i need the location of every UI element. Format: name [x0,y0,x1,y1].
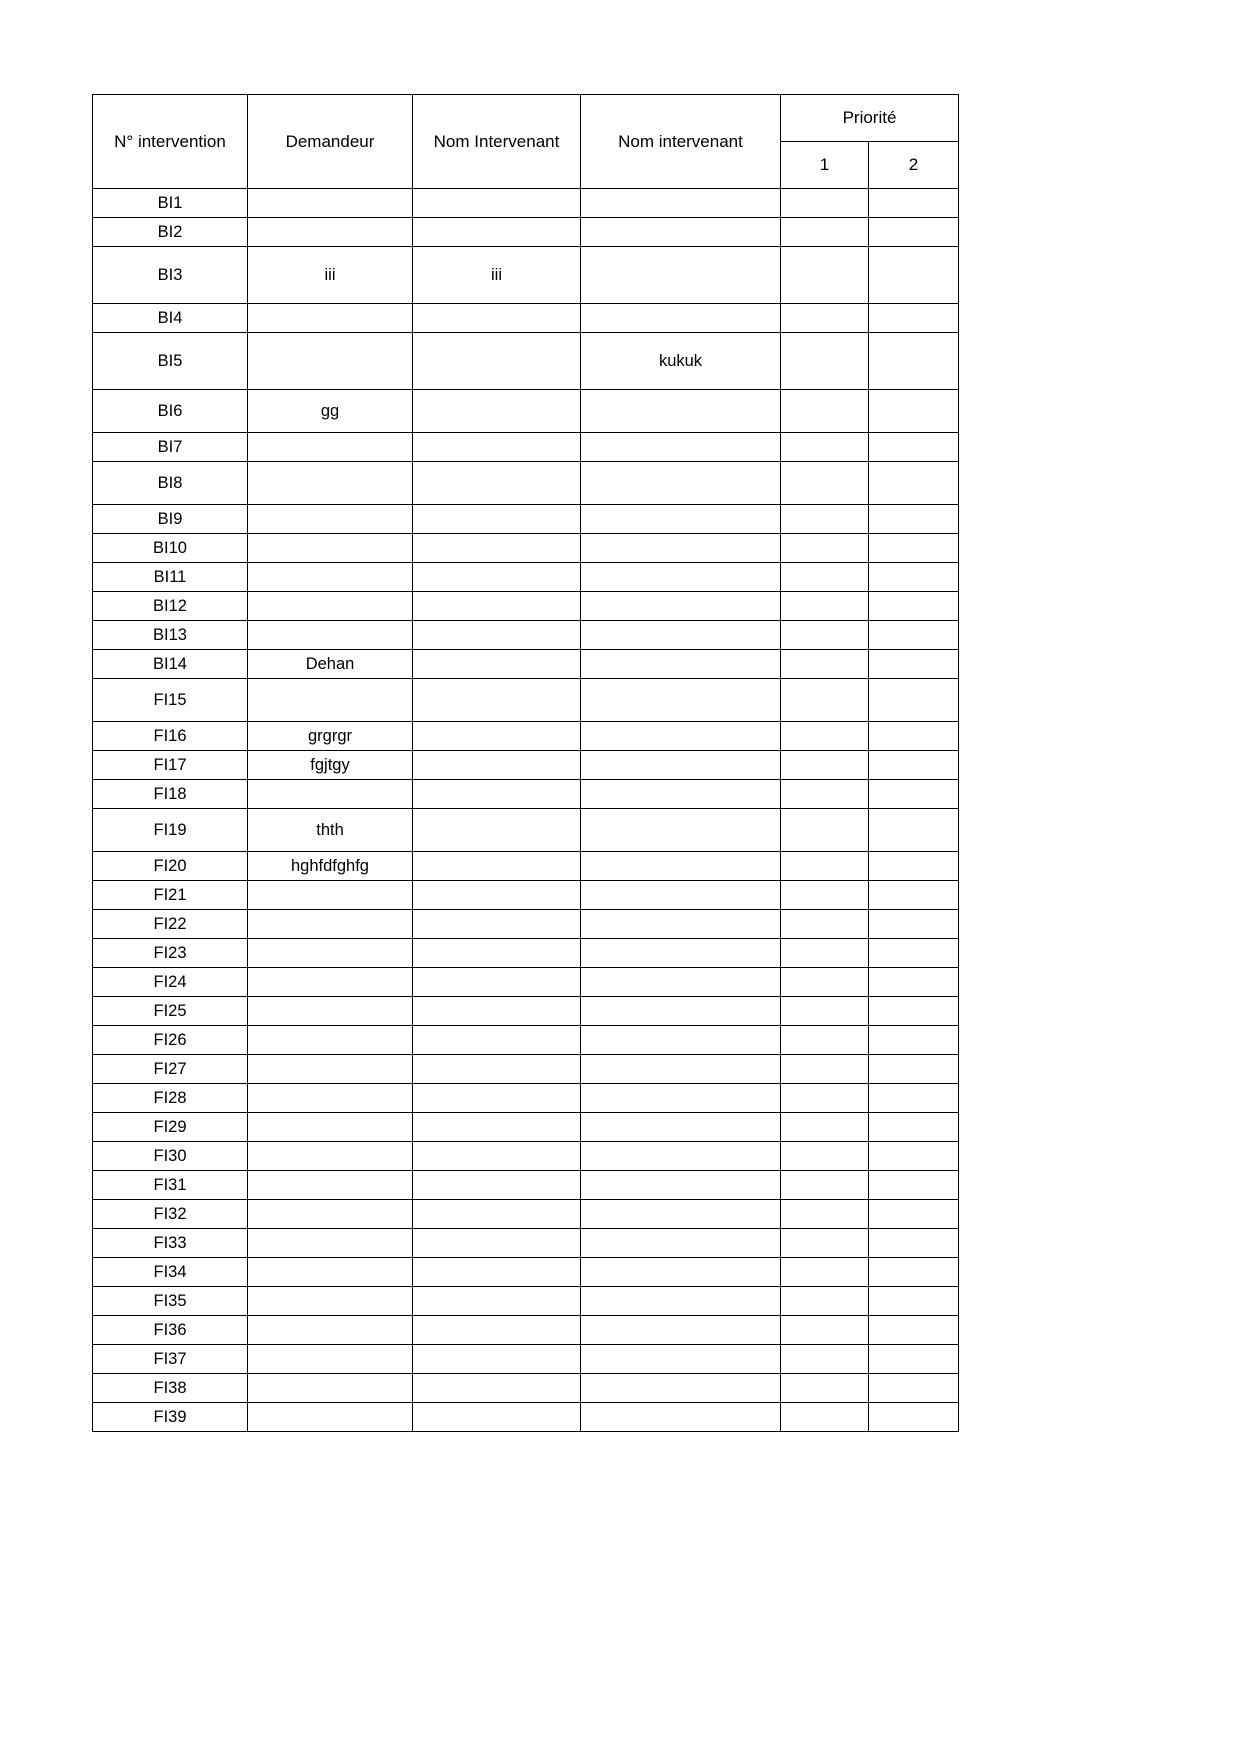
cell-nom-intervenant-2[interactable] [581,1200,781,1229]
cell-num-intervention[interactable]: FI24 [93,968,248,997]
table-row [93,189,959,218]
cell-demandeur[interactable] [248,1200,413,1229]
table-row [93,679,959,722]
cell-num-intervention[interactable]: BI13 [93,621,248,650]
cell-priorite-2[interactable] [869,679,959,722]
cell-nom-intervenant-1[interactable] [413,910,581,939]
cell-num-intervention[interactable]: BI9 [93,505,248,534]
cell-num-intervention[interactable]: FI26 [93,1026,248,1055]
cell-num-intervention[interactable]: FI34 [93,1258,248,1287]
cell-nom-intervenant-1[interactable] [413,534,581,563]
cell-priorite-1[interactable] [781,1287,869,1316]
cell-nom-intervenant-2[interactable] [581,1258,781,1287]
cell-demandeur[interactable]: thth [248,809,413,852]
cell-num-intervention[interactable]: FI39 [93,1403,248,1432]
cell-demandeur[interactable]: grgrgr [248,722,413,751]
table-row [93,1142,959,1171]
cell-nom-intervenant-2[interactable] [581,722,781,751]
table-row [93,1316,959,1345]
cell-nom-intervenant-1[interactable] [413,1113,581,1142]
cell-demandeur[interactable] [248,433,413,462]
cell-priorite-1[interactable] [781,1229,869,1258]
table-row [93,809,959,852]
cell-nom-intervenant-2[interactable] [581,621,781,650]
cell-num-intervention[interactable]: FI36 [93,1316,248,1345]
cell-num-intervention[interactable]: FI23 [93,939,248,968]
cell-nom-intervenant-2[interactable] [581,433,781,462]
cell-nom-intervenant-2[interactable] [581,1084,781,1113]
cell-priorite-1[interactable] [781,621,869,650]
cell-demandeur[interactable] [248,1084,413,1113]
cell-priorite-2[interactable] [869,1113,959,1142]
cell-nom-intervenant-2[interactable] [581,997,781,1026]
cell-demandeur[interactable] [248,621,413,650]
cell-priorite-2[interactable] [869,563,959,592]
table-row [93,390,959,433]
cell-priorite-2[interactable] [869,333,959,390]
cell-priorite-2[interactable] [869,433,959,462]
cell-demandeur[interactable] [248,592,413,621]
table-row [93,1229,959,1258]
cell-priorite-1[interactable] [781,218,869,247]
cell-priorite-1[interactable] [781,679,869,722]
intervention-table-container [92,94,958,1432]
cell-demandeur[interactable] [248,679,413,722]
cell-priorite-1[interactable] [781,189,869,218]
cell-priorite-1[interactable] [781,1113,869,1142]
cell-nom-intervenant-1[interactable] [413,1374,581,1403]
cell-nom-intervenant-1[interactable] [413,1229,581,1258]
cell-priorite-2[interactable] [869,1258,959,1287]
column-header-demandeur: Demandeur [248,95,413,189]
cell-demandeur[interactable]: iii [248,247,413,304]
cell-priorite-2[interactable] [869,534,959,563]
cell-nom-intervenant-2[interactable] [581,189,781,218]
cell-num-intervention[interactable]: BI5 [93,333,248,390]
cell-nom-intervenant-1[interactable] [413,1316,581,1345]
cell-nom-intervenant-1[interactable] [413,218,581,247]
table-row [93,780,959,809]
cell-nom-intervenant-1[interactable] [413,780,581,809]
cell-nom-intervenant-2[interactable] [581,592,781,621]
cell-demandeur[interactable] [248,462,413,505]
cell-demandeur[interactable]: fgjtgy [248,751,413,780]
cell-nom-intervenant-1[interactable] [413,1026,581,1055]
cell-num-intervention[interactable]: FI22 [93,910,248,939]
cell-num-intervention[interactable]: FI32 [93,1200,248,1229]
cell-priorite-1[interactable] [781,722,869,751]
cell-nom-intervenant-2[interactable] [581,910,781,939]
cell-priorite-1[interactable] [781,1200,869,1229]
table-row [93,333,959,390]
cell-demandeur[interactable] [248,1113,413,1142]
cell-priorite-2[interactable] [869,968,959,997]
cell-demandeur[interactable] [248,910,413,939]
cell-priorite-2[interactable] [869,592,959,621]
cell-priorite-2[interactable] [869,1171,959,1200]
column-header-priorite-2: 2 [869,142,959,189]
cell-priorite-2[interactable] [869,751,959,780]
cell-num-intervention[interactable]: FI31 [93,1171,248,1200]
cell-demandeur[interactable] [248,563,413,592]
cell-priorite-1[interactable] [781,650,869,679]
table-row [93,722,959,751]
table-row [93,462,959,505]
cell-nom-intervenant-1[interactable] [413,809,581,852]
cell-demandeur[interactable] [248,534,413,563]
cell-priorite-2[interactable] [869,247,959,304]
cell-demandeur[interactable] [248,1055,413,1084]
cell-nom-intervenant-2[interactable] [581,534,781,563]
cell-priorite-1[interactable] [781,997,869,1026]
table-row [93,1403,959,1432]
table-row [93,1258,959,1287]
cell-nom-intervenant-2[interactable] [581,650,781,679]
cell-demandeur[interactable] [248,780,413,809]
cell-priorite-1[interactable] [781,910,869,939]
cell-num-intervention[interactable]: BI14 [93,650,248,679]
cell-priorite-2[interactable] [869,1374,959,1403]
cell-num-intervention[interactable]: FI28 [93,1084,248,1113]
cell-nom-intervenant-1[interactable] [413,592,581,621]
cell-nom-intervenant-1[interactable] [413,189,581,218]
cell-nom-intervenant-2[interactable] [581,679,781,722]
cell-num-intervention[interactable]: FI29 [93,1113,248,1142]
cell-priorite-2[interactable] [869,997,959,1026]
cell-num-intervention[interactable]: BI1 [93,189,248,218]
table-header-row-primary [93,95,959,142]
cell-demandeur[interactable] [248,189,413,218]
cell-nom-intervenant-2[interactable] [581,881,781,910]
cell-priorite-2[interactable] [869,505,959,534]
cell-priorite-2[interactable] [869,1084,959,1113]
cell-priorite-1[interactable] [781,780,869,809]
table-row [93,1287,959,1316]
cell-nom-intervenant-2[interactable] [581,1229,781,1258]
table-row [93,968,959,997]
cell-num-intervention[interactable]: FI15 [93,679,248,722]
cell-demandeur[interactable] [248,1287,413,1316]
table-row [93,1026,959,1055]
cell-nom-intervenant-1[interactable] [413,563,581,592]
cell-num-intervention[interactable]: FI25 [93,997,248,1026]
cell-priorite-2[interactable] [869,910,959,939]
cell-priorite-1[interactable] [781,1374,869,1403]
cell-nom-intervenant-1[interactable] [413,1055,581,1084]
cell-priorite-2[interactable] [869,852,959,881]
cell-num-intervention[interactable]: BI12 [93,592,248,621]
cell-num-intervention[interactable]: BI7 [93,433,248,462]
cell-nom-intervenant-1[interactable] [413,679,581,722]
cell-priorite-2[interactable] [869,1055,959,1084]
table-row [93,1055,959,1084]
cell-priorite-1[interactable] [781,852,869,881]
column-header-nom-intervenant-1: Nom Intervenant [413,95,581,189]
cell-priorite-2[interactable] [869,390,959,433]
cell-nom-intervenant-1[interactable] [413,462,581,505]
cell-nom-intervenant-1[interactable] [413,1403,581,1432]
table-row [93,621,959,650]
table-row [93,592,959,621]
cell-nom-intervenant-2[interactable] [581,809,781,852]
cell-priorite-1[interactable] [781,1084,869,1113]
cell-priorite-1[interactable] [781,304,869,333]
cell-priorite-2[interactable] [869,780,959,809]
cell-demandeur[interactable] [248,997,413,1026]
cell-nom-intervenant-2[interactable] [581,563,781,592]
cell-priorite-2[interactable] [869,1200,959,1229]
cell-priorite-1[interactable] [781,939,869,968]
cell-nom-intervenant-2[interactable] [581,462,781,505]
cell-priorite-1[interactable] [781,1142,869,1171]
cell-priorite-2[interactable] [869,1345,959,1374]
cell-num-intervention[interactable]: BI11 [93,563,248,592]
cell-nom-intervenant-2[interactable] [581,1345,781,1374]
cell-demandeur[interactable] [248,1026,413,1055]
cell-demandeur[interactable] [248,1171,413,1200]
cell-num-intervention[interactable]: FI18 [93,780,248,809]
cell-priorite-2[interactable] [869,881,959,910]
column-header-nom-intervenant-2: Nom intervenant [581,95,781,189]
cell-demandeur[interactable] [248,1374,413,1403]
cell-nom-intervenant-2[interactable] [581,1113,781,1142]
cell-nom-intervenant-2[interactable] [581,852,781,881]
cell-num-intervention[interactable]: FI20 [93,852,248,881]
cell-priorite-1[interactable] [781,592,869,621]
column-header-priorite-1: 1 [781,142,869,189]
table-row [93,1200,959,1229]
cell-nom-intervenant-2[interactable] [581,1287,781,1316]
table-row [93,997,959,1026]
cell-nom-intervenant-2[interactable]: kukuk [581,333,781,390]
cell-priorite-1[interactable] [781,1026,869,1055]
cell-nom-intervenant-1[interactable] [413,1258,581,1287]
cell-priorite-1[interactable] [781,1171,869,1200]
cell-nom-intervenant-1[interactable] [413,852,581,881]
cell-demandeur[interactable] [248,1316,413,1345]
cell-priorite-1[interactable] [781,1403,869,1432]
cell-priorite-1[interactable] [781,333,869,390]
cell-priorite-1[interactable] [781,809,869,852]
cell-nom-intervenant-1[interactable] [413,621,581,650]
cell-num-intervention[interactable]: BI3 [93,247,248,304]
cell-num-intervention[interactable]: FI37 [93,1345,248,1374]
cell-nom-intervenant-2[interactable] [581,1171,781,1200]
cell-demandeur[interactable] [248,1229,413,1258]
cell-priorite-1[interactable] [781,505,869,534]
cell-nom-intervenant-2[interactable] [581,939,781,968]
cell-priorite-2[interactable] [869,650,959,679]
cell-priorite-2[interactable] [869,1229,959,1258]
cell-nom-intervenant-1[interactable] [413,939,581,968]
cell-nom-intervenant-1[interactable]: iii [413,247,581,304]
table-row [93,304,959,333]
cell-priorite-1[interactable] [781,433,869,462]
cell-demandeur[interactable] [248,218,413,247]
cell-priorite-2[interactable] [869,1026,959,1055]
table-row [93,1113,959,1142]
cell-priorite-1[interactable] [781,462,869,505]
cell-priorite-2[interactable] [869,304,959,333]
cell-priorite-1[interactable] [781,534,869,563]
cell-num-intervention[interactable]: FI30 [93,1142,248,1171]
table-row [93,751,959,780]
table-body [93,189,959,1432]
cell-demandeur[interactable] [248,939,413,968]
cell-nom-intervenant-2[interactable] [581,780,781,809]
cell-nom-intervenant-2[interactable] [581,505,781,534]
cell-priorite-1[interactable] [781,1345,869,1374]
cell-demandeur[interactable] [248,1345,413,1374]
cell-demandeur[interactable] [248,1403,413,1432]
cell-nom-intervenant-1[interactable] [413,997,581,1026]
table-row [93,1374,959,1403]
cell-priorite-2[interactable] [869,1316,959,1345]
column-header-group-priorite: Priorité [781,95,959,142]
cell-priorite-2[interactable] [869,722,959,751]
cell-num-intervention[interactable]: BI4 [93,304,248,333]
table-row [93,218,959,247]
cell-priorite-2[interactable] [869,462,959,505]
cell-priorite-2[interactable] [869,939,959,968]
cell-nom-intervenant-1[interactable] [413,433,581,462]
cell-demandeur[interactable]: gg [248,390,413,433]
cell-nom-intervenant-2[interactable] [581,1026,781,1055]
cell-num-intervention[interactable]: BI8 [93,462,248,505]
cell-num-intervention[interactable]: BI2 [93,218,248,247]
cell-priorite-1[interactable] [781,563,869,592]
cell-priorite-2[interactable] [869,1403,959,1432]
table-row [93,1345,959,1374]
table-row [93,563,959,592]
cell-num-intervention[interactable]: FI33 [93,1229,248,1258]
cell-num-intervention[interactable]: BI10 [93,534,248,563]
table-row [93,247,959,304]
cell-nom-intervenant-2[interactable] [581,304,781,333]
cell-nom-intervenant-1[interactable] [413,304,581,333]
table-row [93,505,959,534]
cell-nom-intervenant-1[interactable] [413,722,581,751]
cell-priorite-1[interactable] [781,968,869,997]
cell-nom-intervenant-1[interactable] [413,390,581,433]
cell-num-intervention[interactable]: BI6 [93,390,248,433]
cell-demandeur[interactable]: hghfdfghfg [248,852,413,881]
cell-num-intervention[interactable]: FI27 [93,1055,248,1084]
table-row [93,1084,959,1113]
column-header-num-intervention: N° intervention [93,95,248,189]
cell-priorite-1[interactable] [781,1316,869,1345]
cell-demandeur[interactable] [248,1258,413,1287]
cell-demandeur[interactable] [248,304,413,333]
table-header [93,95,959,189]
cell-nom-intervenant-2[interactable] [581,218,781,247]
table-row [93,534,959,563]
cell-num-intervention[interactable]: FI19 [93,809,248,852]
cell-priorite-2[interactable] [869,621,959,650]
cell-demandeur[interactable] [248,505,413,534]
cell-priorite-2[interactable] [869,809,959,852]
cell-priorite-1[interactable] [781,751,869,780]
cell-nom-intervenant-1[interactable] [413,968,581,997]
cell-nom-intervenant-1[interactable] [413,1345,581,1374]
cell-nom-intervenant-1[interactable] [413,650,581,679]
cell-nom-intervenant-1[interactable] [413,505,581,534]
cell-nom-intervenant-2[interactable] [581,1142,781,1171]
cell-nom-intervenant-1[interactable] [413,881,581,910]
cell-nom-intervenant-2[interactable] [581,751,781,780]
cell-num-intervention[interactable]: FI17 [93,751,248,780]
cell-demandeur[interactable] [248,881,413,910]
cell-nom-intervenant-1[interactable] [413,1084,581,1113]
cell-nom-intervenant-1[interactable] [413,1287,581,1316]
cell-priorite-1[interactable] [781,390,869,433]
cell-num-intervention[interactable]: FI38 [93,1374,248,1403]
cell-demandeur[interactable] [248,333,413,390]
cell-num-intervention[interactable]: FI21 [93,881,248,910]
cell-nom-intervenant-1[interactable] [413,751,581,780]
cell-nom-intervenant-1[interactable] [413,1171,581,1200]
table-row [93,852,959,881]
cell-nom-intervenant-2[interactable] [581,1316,781,1345]
cell-priorite-1[interactable] [781,881,869,910]
cell-demandeur[interactable]: Dehan [248,650,413,679]
table-row [93,939,959,968]
cell-nom-intervenant-1[interactable] [413,333,581,390]
cell-priorite-1[interactable] [781,247,869,304]
table-row [93,910,959,939]
table-row [93,650,959,679]
cell-priorite-2[interactable] [869,1287,959,1316]
cell-nom-intervenant-2[interactable] [581,390,781,433]
cell-nom-intervenant-2[interactable] [581,1403,781,1432]
cell-nom-intervenant-1[interactable] [413,1200,581,1229]
cell-priorite-1[interactable] [781,1258,869,1287]
table-row [93,1171,959,1200]
cell-demandeur[interactable] [248,968,413,997]
cell-priorite-2[interactable] [869,189,959,218]
cell-priorite-2[interactable] [869,218,959,247]
cell-priorite-1[interactable] [781,1055,869,1084]
cell-num-intervention[interactable]: FI35 [93,1287,248,1316]
cell-nom-intervenant-2[interactable] [581,247,781,304]
cell-demandeur[interactable] [248,1142,413,1171]
cell-nom-intervenant-2[interactable] [581,968,781,997]
table-row [93,881,959,910]
cell-nom-intervenant-2[interactable] [581,1374,781,1403]
table-row [93,433,959,462]
cell-nom-intervenant-1[interactable] [413,1142,581,1171]
cell-nom-intervenant-2[interactable] [581,1055,781,1084]
cell-num-intervention[interactable]: FI16 [93,722,248,751]
cell-priorite-2[interactable] [869,1142,959,1171]
intervention-table [92,94,959,1432]
